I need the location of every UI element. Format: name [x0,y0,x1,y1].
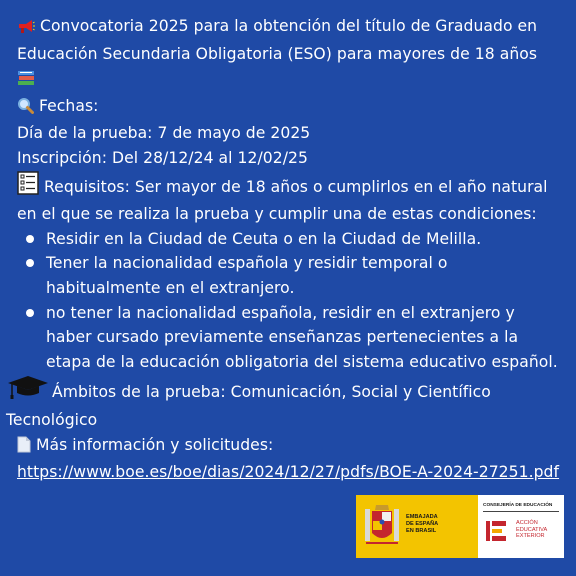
registration-period: Inscripción: Del 28/12/24 al 12/02/25 [17,148,308,167]
list-item: Residir en la Ciudad de Ceuta o en la Ciudad de Melilla. [46,227,565,252]
institution-logos [356,495,564,558]
requirements-list [17,227,565,375]
announcement-title: Convocatoria 2025 para la obtención del título de Graduado en Educación Secundaria Obligatoria (ESO) para mayores de 18 años [17,17,538,63]
requirements-intro: Requisitos: Ser mayor de 18 años o cumplirlos en el año natural en el que se realiza la prueba y cumplir una de estas condiciones: [17,177,548,224]
megaphone-icon [17,17,35,42]
embassy-logo [356,495,478,558]
test-day: Día de la prueba: 7 de mayo de 2025 [17,124,311,143]
more-info-block [17,433,565,485]
aee-symbol-icon [486,519,510,547]
requirements-intro-block [17,171,565,227]
checklist-icon [17,171,39,203]
spain-coat-of-arms-icon [363,501,401,557]
aee-name: ACCIÓN EDUCATIVA EXTERIOR [516,520,548,540]
list-item: Tener la nacionalidad española y residir temporal o habitualmente en el extranjero. [46,251,565,300]
books-icon [17,69,35,94]
consejeria-label: CONSEJERÍA DE EDUCACIÓN [483,503,553,508]
dates-heading: Fechas: [39,96,99,115]
aee-logo [478,495,564,558]
announcement-title-block [17,14,565,94]
scope-block [6,374,565,432]
more-info-label: Más información y solicitudes: [36,435,274,454]
scope-text: Ámbitos de la prueba: Comunicación, Social y Científico Tecnológico [6,383,491,429]
boe-link[interactable]: https://www.boe.es/boe/dias/2024/12/27/pdfs/BOE-A-2024-27251.pdf [17,463,560,482]
list-item: no tener la nacionalidad española, residir en el extranjero y haber cursado previamente enseñanzas pertenecientes a la etapa de la educación obligatoria del sistema educativo español. [46,301,565,375]
embassy-name: EMBAJADA DE ESPAÑA EN BRASIL [406,514,439,534]
magnifying-glass-icon [17,97,34,122]
dates-heading-row [17,94,565,122]
document-icon [17,436,31,461]
graduation-cap-icon [6,374,50,408]
announcement-content [6,14,565,485]
